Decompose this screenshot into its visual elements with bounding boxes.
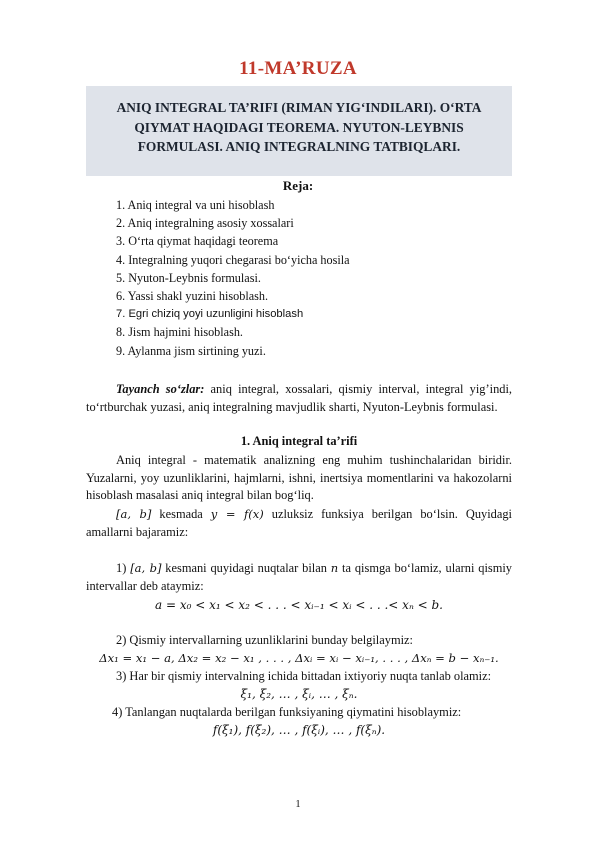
step-number: 1) — [116, 561, 131, 575]
plan-item: 2. Aniq integralning asosiy xossalari — [116, 216, 294, 231]
formula-values: f(ξ₁), f(ξ₂), … , f(ξᵢ), … , f(ξₙ). — [212, 723, 386, 737]
interval-math: [a, b] — [116, 507, 152, 521]
n-math: n — [330, 561, 339, 575]
step-text: kesmani quyidagi nuqtalar bilan — [161, 561, 331, 575]
step-4: 4) Tanlangan nuqtalarda berilgan funksiyaning qiymatini hisoblaymiz: — [112, 705, 462, 719]
function-math: y = f(x) — [210, 507, 264, 521]
formula-partition: a = x₀ < x₁ < x₂ < . . . < xᵢ₋₁ < xᵢ < . . .< xₙ < b. — [154, 598, 443, 612]
step-text: ta qismga bo‘lamiz, ularni qismiy intervallar deb ataymiz: — [86, 561, 513, 593]
plan-item: 8. Jism hajmini hisoblash. — [116, 325, 243, 340]
condition-text: uzluksiz funksiya berilgan bo‘lsin. Quyidagi amallarni bajaramiz: — [86, 507, 512, 539]
plan-item: 3. O‘rta qiymat haqidagi teorema — [116, 234, 279, 249]
interval-math: [a, b] — [130, 561, 162, 575]
step-1 — [86, 560, 512, 595]
formula-points: ξ₁, ξ₂, … , ξᵢ, … , ξₙ. — [240, 687, 358, 701]
plan-item: 5. Nyuton-Leybnis formulasi. — [116, 270, 261, 285]
lecture-title: 11-MA’RUZA — [239, 58, 357, 79]
intro-paragraph: Aniq integral - matematik analizning eng muhim tushinchalaridan biridir. Yuzalarni, yoy uzunliklarini, hajmlarni, ishni, inertsiya momentlarini va hakozolarni hisoblash masalasi aniq integral bilan bog‘liq. — [86, 453, 512, 502]
plan-item: 7. Egri chiziq yoyi uzunligini hisoblash — [116, 308, 304, 321]
plan-item: 1. Aniq integral va uni hisoblash — [116, 198, 275, 212]
boxed-title: ANIQ INTEGRAL TA’RIFI (RIMAN YIG‘INDILARI). O‘RTA QIYMAT HAQIDAGI TEOREMA. NYUTON-LEYBNIS FORMULASI. ANIQ INTEGRALNING TATBIQLARI. — [116, 100, 482, 154]
formula-lengths: Δx₁ = x₁ − a, Δx₂ = x₂ − x₁ , . . . , Δxᵢ = xᵢ − xᵢ₋₁, . . . , Δxₙ = b − xₙ₋₁. — [99, 651, 499, 665]
step-3: 3) Har bir qismiy intervalning ichida bittadan ixtiyoriy nuqta tanlab olamiz: — [116, 669, 492, 683]
page-number: 1 — [295, 799, 301, 810]
plan-title: Reja: — [282, 178, 314, 193]
condition-paragraph — [86, 506, 512, 541]
plan-item: 4. Integralning yuqori chegarasi bo‘yicha hosila — [116, 252, 350, 267]
step-2: 2) Qismiy intervallarning uzunliklarini bunday belgilaymiz: — [116, 633, 413, 647]
plan-item: 9. Aylanma jism sirtining yuzi. — [116, 343, 266, 358]
keywords-label: Tayanch so‘zlar: — [116, 382, 205, 396]
keywords-text: aniq integral, xossalari, qismiy interval, integral yig’indi, to‘rtburchak yuzasi, aniq integralning mavjudlik sharti, Nyuton-Leybnis formulasi. — [86, 382, 512, 414]
condition-text: kesmada — [151, 507, 211, 521]
plan-item: 6. Yassi shakl yuzini hisoblash. — [116, 288, 269, 303]
plan-list — [116, 196, 350, 360]
title-box — [86, 86, 512, 176]
section-heading: 1. Aniq integral ta’rifi — [240, 434, 358, 448]
keywords-paragraph — [86, 381, 512, 416]
